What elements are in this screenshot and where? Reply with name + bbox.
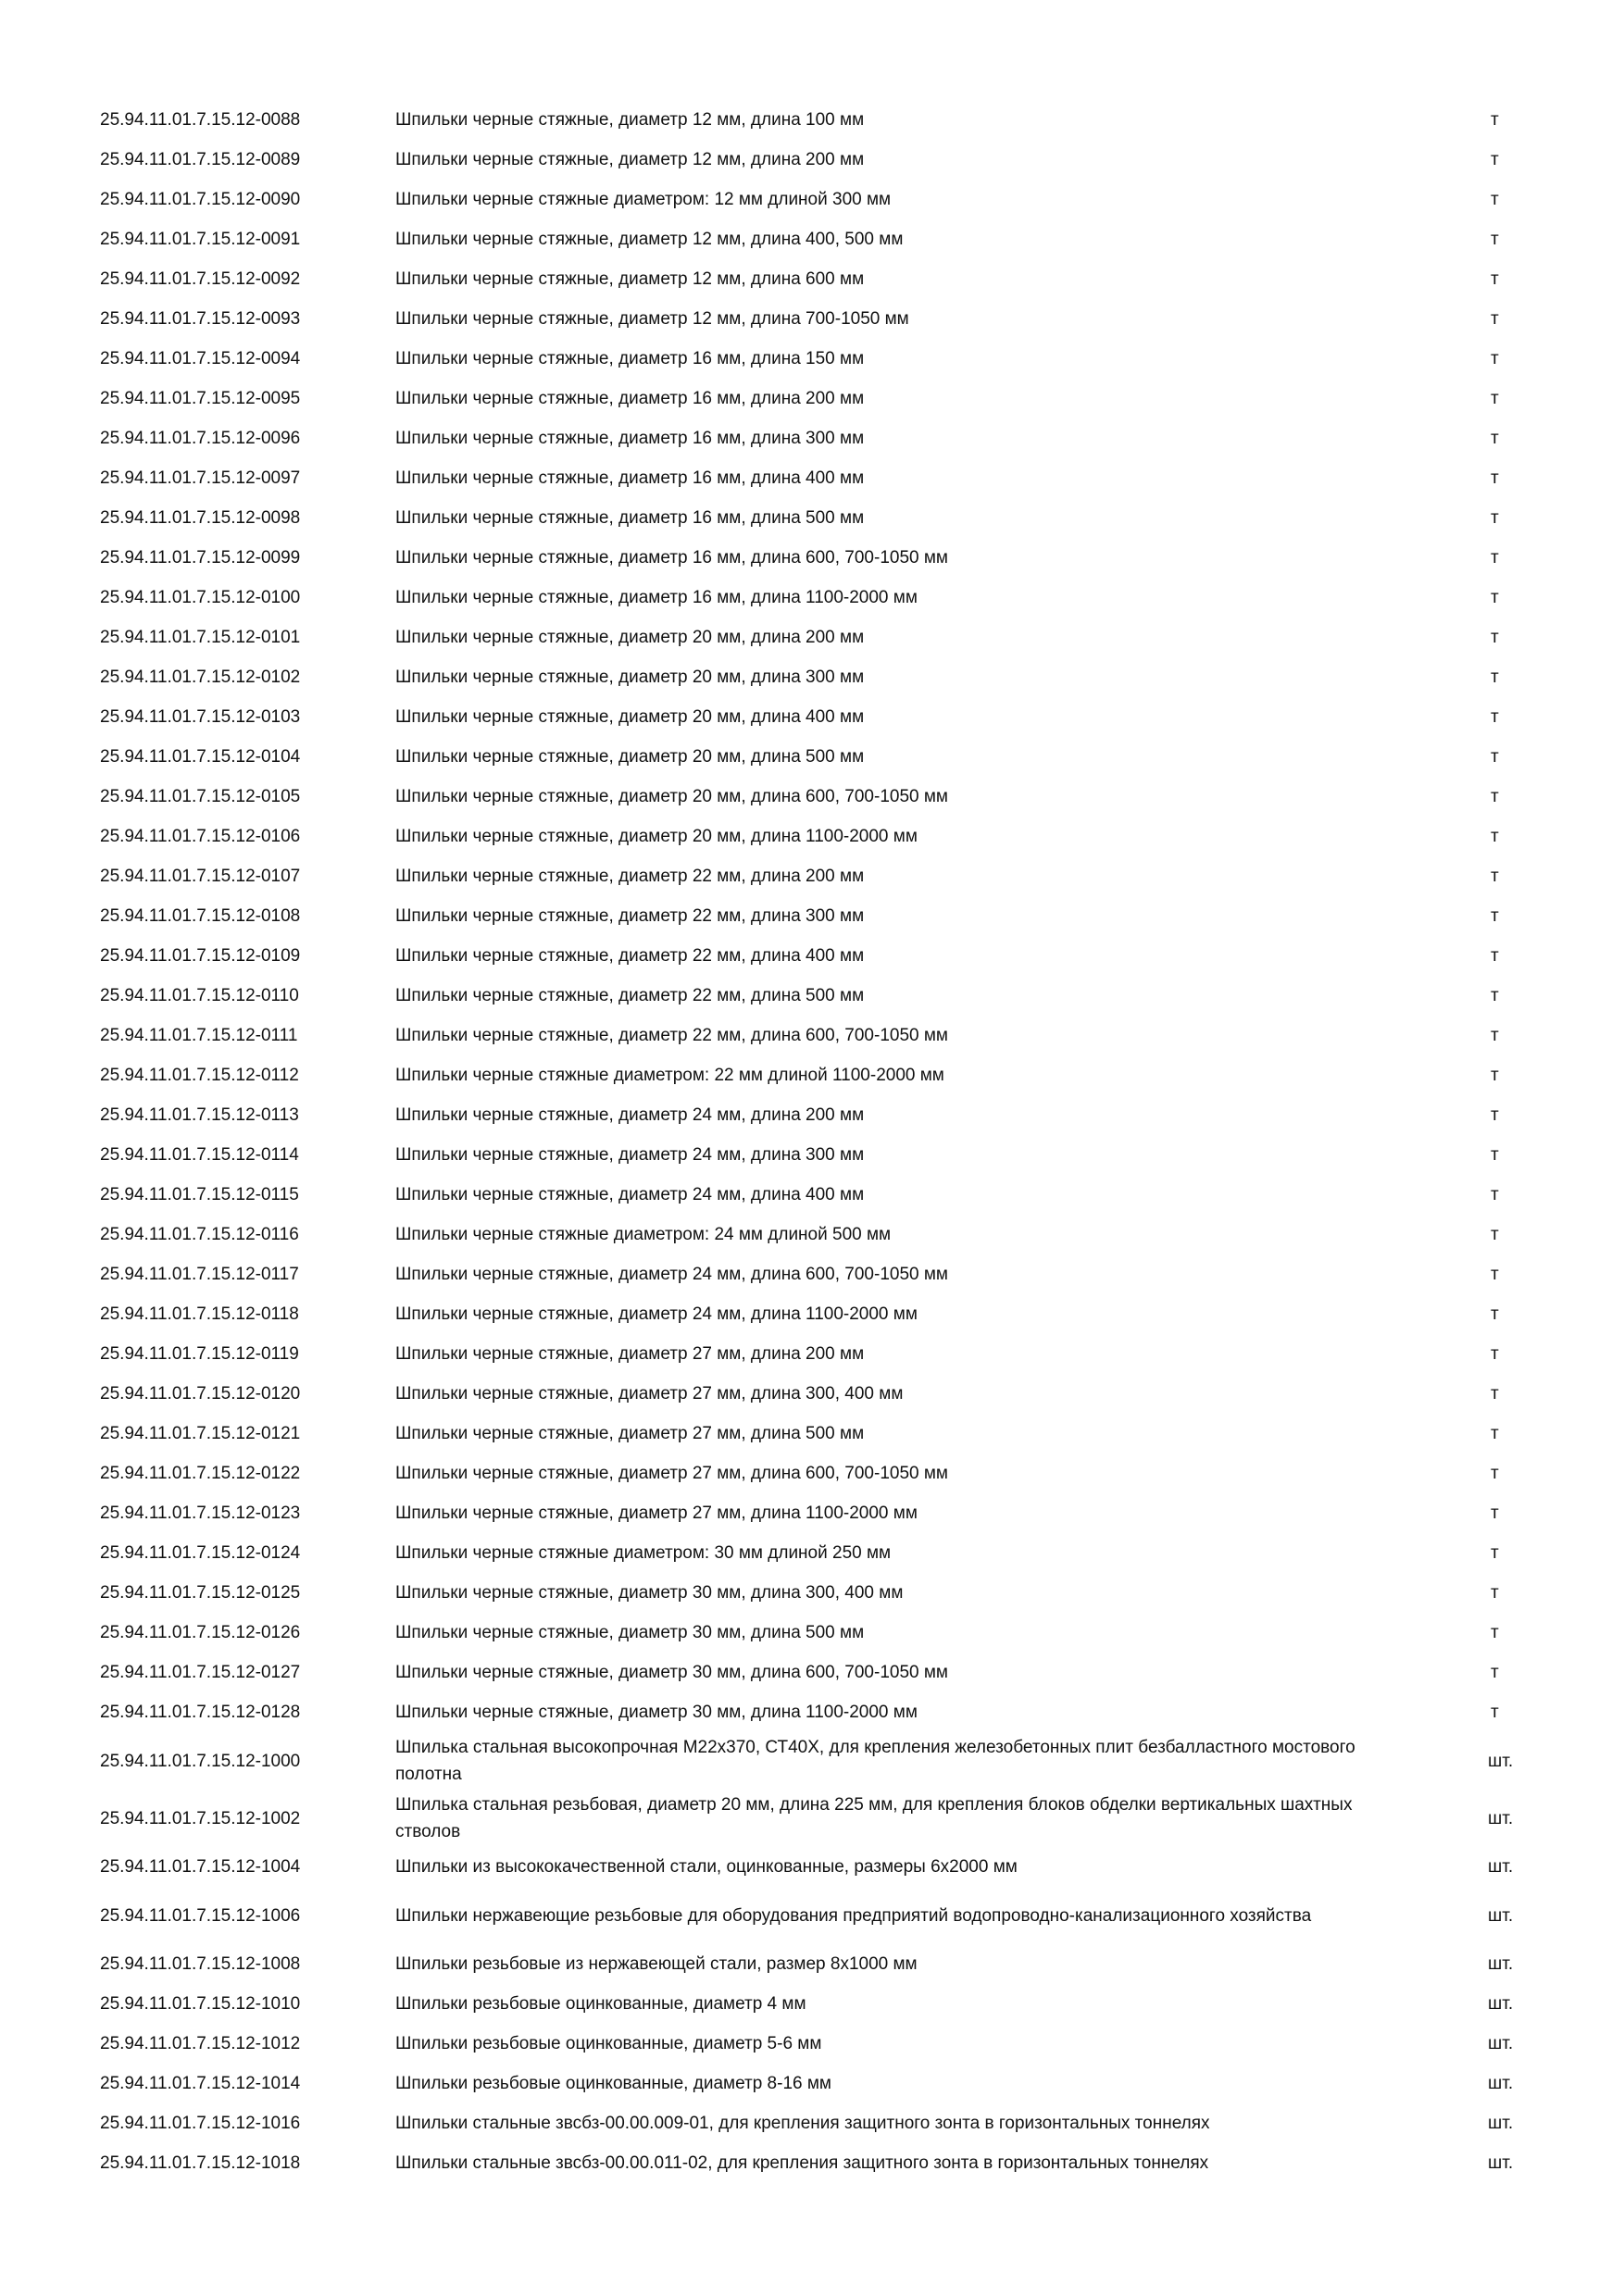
table-row: [0, 1533, 1624, 1573]
unit-of-measure: шт.: [1488, 2153, 1514, 2173]
unit-of-measure: т: [1491, 1105, 1499, 1125]
table-row: [0, 1573, 1624, 1613]
resource-name: Шпильки черные стяжные, диаметр 27 мм, длина 200 мм: [395, 1344, 865, 1364]
table-row: [0, 936, 1624, 976]
unit-of-measure: т: [1491, 867, 1499, 886]
table-row: [0, 339, 1624, 379]
table-row: [0, 538, 1624, 578]
resource-code: 25.94.11.01.7.15.12-0092: [100, 269, 301, 289]
resource-code: 25.94.11.01.7.15.12-1002: [100, 1808, 301, 1828]
resource-name: Шпильки черные стяжные диаметром: 12 мм длиной 300 мм: [395, 190, 892, 209]
resource-name: Шпильки черные стяжные диаметром: 30 мм длиной 250 мм: [395, 1543, 892, 1563]
resource-name: Шпильки черные стяжные, диаметр 12 мм, длина 600 мм: [395, 269, 865, 289]
resource-name: Шпильки черные стяжные, диаметр 22 мм, длина 200 мм: [395, 867, 865, 886]
table-row: [0, 896, 1624, 936]
table-row: [0, 1414, 1624, 1454]
resource-name: Шпильки черные стяжные, диаметр 16 мм, длина 200 мм: [395, 389, 865, 408]
table-row: [0, 1613, 1624, 1653]
unit-of-measure: шт.: [1488, 2114, 1514, 2133]
table-row: [0, 1334, 1624, 1374]
resource-code: 25.94.11.01.7.15.12-0089: [100, 150, 301, 169]
resource-name: Шпильки черные стяжные, диаметр 27 мм, длина 1100-2000 мм: [395, 1504, 918, 1523]
unit-of-measure: т: [1491, 309, 1499, 329]
table-row: [0, 1175, 1624, 1215]
resource-code: 25.94.11.01.7.15.12-0091: [100, 230, 301, 249]
resource-code: 25.94.11.01.7.15.12-1014: [100, 2074, 301, 2093]
table-row: [0, 219, 1624, 259]
resource-code: 25.94.11.01.7.15.12-0118: [100, 1304, 299, 1324]
resource-code: 25.94.11.01.7.15.12-0096: [100, 429, 301, 448]
table-row: [0, 1944, 1624, 1984]
unit-of-measure: т: [1491, 628, 1499, 647]
table-row: [0, 498, 1624, 538]
resource-name: Шпильки черные стяжные, диаметр 30 мм, длина 500 мм: [395, 1623, 865, 1642]
table-row: [0, 578, 1624, 618]
table-row: [0, 259, 1624, 299]
resource-name: Шпильки черные стяжные, диаметр 22 мм, длина 500 мм: [395, 986, 865, 1005]
resource-name: Шпильки черные стяжные, диаметр 30 мм, длина 300, 400 мм: [395, 1583, 904, 1603]
resource-code: 25.94.11.01.7.15.12-0116: [100, 1225, 299, 1244]
unit-of-measure: т: [1491, 548, 1499, 568]
table-row: [0, 140, 1624, 180]
resource-code: 25.94.11.01.7.15.12-0108: [100, 906, 301, 926]
resource-code: 25.94.11.01.7.15.12-0094: [100, 349, 301, 368]
table-row: [0, 2064, 1624, 2103]
unit-of-measure: т: [1491, 429, 1499, 448]
unit-of-measure: т: [1491, 747, 1499, 767]
resource-code: 25.94.11.01.7.15.12-0120: [100, 1384, 301, 1404]
resource-name: Шпильки черные стяжные, диаметр 24 мм, длина 400 мм: [395, 1185, 865, 1204]
table-row: [0, 1887, 1624, 1944]
resource-code: 25.94.11.01.7.15.12-0128: [100, 1703, 301, 1722]
resource-code: 25.94.11.01.7.15.12-0090: [100, 190, 301, 209]
table-row: [0, 2103, 1624, 2143]
resource-code: 25.94.11.01.7.15.12-0102: [100, 668, 301, 687]
unit-of-measure: т: [1491, 1225, 1499, 1244]
unit-of-measure: т: [1491, 1663, 1499, 1682]
resource-name: Шпильки резьбовые из нержавеющей стали, размер 8х1000 мм: [395, 1954, 918, 1974]
unit-of-measure: т: [1491, 1424, 1499, 1443]
unit-of-measure: шт.: [1488, 1857, 1514, 1877]
unit-of-measure: т: [1491, 1583, 1499, 1603]
table-row: [0, 1095, 1624, 1135]
resource-code: 25.94.11.01.7.15.12-0125: [100, 1583, 301, 1603]
resource-name: Шпильки черные стяжные, диаметр 20 мм, длина 500 мм: [395, 747, 865, 767]
resource-code: 25.94.11.01.7.15.12-0126: [100, 1623, 301, 1642]
resource-code: 25.94.11.01.7.15.12-1018: [100, 2153, 301, 2173]
table-row: [0, 418, 1624, 458]
resource-name: Шпильки стальные звсбз-00.00.011-02, для крепления защитного зонта в горизонтальных тоннелях: [395, 2153, 1209, 2173]
unit-of-measure: шт.: [1488, 1994, 1514, 2014]
table-row: [0, 299, 1624, 339]
resource-name: Шпильки черные стяжные, диаметр 20 мм, длина 200 мм: [395, 628, 865, 647]
resource-code: 25.94.11.01.7.15.12-0104: [100, 747, 301, 767]
unit-of-measure: т: [1491, 1265, 1499, 1284]
resource-code: 25.94.11.01.7.15.12-0105: [100, 787, 301, 806]
resource-name: Шпильки черные стяжные, диаметр 20 мм, длина 1100-2000 мм: [395, 827, 918, 846]
resource-name: Шпилька стальная высокопрочная М22х370, СТ40Х, для крепления железобетонных плит безбалластного мостового полотна: [395, 1738, 1355, 1784]
unit-of-measure: т: [1491, 1304, 1499, 1324]
unit-of-measure: шт.: [1488, 1751, 1514, 1771]
resource-name: Шпильки черные стяжные, диаметр 12 мм, длина 100 мм: [395, 110, 865, 130]
resource-name: Шпильки резьбовые оцинкованные, диаметр 8-16 мм: [395, 2074, 831, 2093]
table-row: [0, 1790, 1624, 1847]
resource-code: 25.94.11.01.7.15.12-0113: [100, 1105, 299, 1125]
table-row: [0, 697, 1624, 737]
resource-code: 25.94.11.01.7.15.12-0099: [100, 548, 301, 568]
resource-name: Шпильки черные стяжные, диаметр 24 мм, длина 300 мм: [395, 1145, 865, 1165]
unit-of-measure: т: [1491, 827, 1499, 846]
resource-code: 25.94.11.01.7.15.12-0124: [100, 1543, 301, 1563]
resource-code: 25.94.11.01.7.15.12-1000: [100, 1751, 301, 1771]
unit-of-measure: шт.: [1488, 2034, 1514, 2053]
table-row: [0, 976, 1624, 1016]
unit-of-measure: т: [1491, 1543, 1499, 1563]
table-row: [0, 1984, 1624, 2024]
unit-of-measure: шт.: [1488, 1905, 1514, 1926]
table-row: [0, 1374, 1624, 1414]
unit-of-measure: т: [1491, 349, 1499, 368]
resource-code: 25.94.11.01.7.15.12-1006: [100, 1905, 301, 1926]
unit-of-measure: шт.: [1488, 1808, 1514, 1828]
table-row: [0, 1016, 1624, 1055]
unit-of-measure: т: [1491, 986, 1499, 1005]
unit-of-measure: т: [1491, 1504, 1499, 1523]
unit-of-measure: т: [1491, 1464, 1499, 1483]
unit-of-measure: т: [1491, 269, 1499, 289]
resource-name: Шпильки черные стяжные диаметром: 22 мм длиной 1100-2000 мм: [395, 1066, 944, 1085]
table-row: [0, 618, 1624, 657]
resource-name: Шпильки черные стяжные, диаметр 20 мм, длина 400 мм: [395, 707, 865, 727]
document-page: [0, 100, 1624, 2183]
resource-name: Шпильки из высококачественной стали, оцинкованные, размеры 6х2000 мм: [395, 1857, 1018, 1877]
table-row: [0, 100, 1624, 140]
unit-of-measure: т: [1491, 906, 1499, 926]
unit-of-measure: т: [1491, 1703, 1499, 1722]
table-row: [0, 2024, 1624, 2064]
resource-name: Шпильки черные стяжные, диаметр 22 мм, длина 300 мм: [395, 906, 865, 926]
resource-code: 25.94.11.01.7.15.12-1012: [100, 2034, 301, 2053]
resource-name: Шпильки черные стяжные, диаметр 12 мм, длина 200 мм: [395, 150, 865, 169]
table-row: [0, 1055, 1624, 1095]
unit-of-measure: т: [1491, 150, 1499, 169]
resource-name: Шпилька стальная резьбовая, диаметр 20 мм, длина 225 мм, для крепления блоков обделки вертикальных шахтных стволов: [395, 1795, 1353, 1841]
resource-code: 25.94.11.01.7.15.12-0114: [100, 1145, 299, 1165]
resource-name: Шпильки черные стяжные, диаметр 22 мм, длина 600, 700-1050 мм: [395, 1026, 948, 1045]
resource-name: Шпильки черные стяжные, диаметр 16 мм, длина 500 мм: [395, 508, 865, 528]
resource-code: 25.94.11.01.7.15.12-0117: [100, 1265, 299, 1284]
unit-of-measure: т: [1491, 1026, 1499, 1045]
resource-code: 25.94.11.01.7.15.12-0098: [100, 508, 301, 528]
unit-of-measure: т: [1491, 668, 1499, 687]
table-row: [0, 1454, 1624, 1493]
resource-name: Шпильки черные стяжные, диаметр 27 мм, длина 300, 400 мм: [395, 1384, 904, 1404]
resource-name: Шпильки черные стяжные, диаметр 12 мм, длина 700-1050 мм: [395, 309, 909, 329]
resource-name: Шпильки черные стяжные, диаметр 20 мм, длина 300 мм: [395, 668, 865, 687]
resource-code: 25.94.11.01.7.15.12-0088: [100, 110, 301, 130]
resource-code: 25.94.11.01.7.15.12-0095: [100, 389, 301, 408]
resource-code: 25.94.11.01.7.15.12-1016: [100, 2114, 301, 2133]
unit-of-measure: т: [1491, 1145, 1499, 1165]
resource-code: 25.94.11.01.7.15.12-0106: [100, 827, 301, 846]
table-row: [0, 1294, 1624, 1334]
resource-name: Шпильки черные стяжные, диаметр 30 мм, длина 600, 700-1050 мм: [395, 1663, 948, 1682]
resource-code: 25.94.11.01.7.15.12-0110: [100, 986, 299, 1005]
resource-code: 25.94.11.01.7.15.12-0112: [100, 1066, 299, 1085]
table-row: [0, 180, 1624, 219]
resource-code: 25.94.11.01.7.15.12-1010: [100, 1994, 301, 2014]
resource-name: Шпильки нержавеющие резьбовые для оборудования предприятий водопроводно-канализационного хозяйства: [395, 1905, 1312, 1926]
resource-name: Шпильки черные стяжные, диаметр 16 мм, длина 600, 700-1050 мм: [395, 548, 948, 568]
unit-of-measure: шт.: [1488, 2074, 1514, 2093]
unit-of-measure: т: [1491, 1344, 1499, 1364]
table-row: [0, 2143, 1624, 2183]
unit-of-measure: т: [1491, 230, 1499, 249]
unit-of-measure: т: [1491, 787, 1499, 806]
table-row: [0, 1254, 1624, 1294]
resource-name: Шпильки черные стяжные, диаметр 24 мм, длина 1100-2000 мм: [395, 1304, 918, 1324]
resource-code: 25.94.11.01.7.15.12-0107: [100, 867, 301, 886]
table-row: [0, 856, 1624, 896]
unit-of-measure: т: [1491, 110, 1499, 130]
resource-code: 25.94.11.01.7.15.12-0109: [100, 946, 301, 966]
resource-name: Шпильки черные стяжные, диаметр 24 мм, длина 200 мм: [395, 1105, 865, 1125]
resource-code: 25.94.11.01.7.15.12-0121: [100, 1424, 301, 1443]
unit-of-measure: т: [1491, 1623, 1499, 1642]
resource-name: Шпильки черные стяжные, диаметр 16 мм, длина 300 мм: [395, 429, 865, 448]
resource-code: 25.94.11.01.7.15.12-0093: [100, 309, 301, 329]
resource-name: Шпильки черные стяжные, диаметр 20 мм, длина 600, 700-1050 мм: [395, 787, 948, 806]
resource-name: Шпильки резьбовые оцинкованные, диаметр 4 мм: [395, 1994, 806, 2014]
unit-of-measure: т: [1491, 190, 1499, 209]
unit-of-measure: т: [1491, 1384, 1499, 1404]
resource-code: 25.94.11.01.7.15.12-0119: [100, 1344, 299, 1364]
resource-code: 25.94.11.01.7.15.12-1004: [100, 1857, 301, 1877]
table-row: [0, 1732, 1624, 1790]
table-row: [0, 458, 1624, 498]
unit-of-measure: шт.: [1488, 1954, 1514, 1974]
resource-code: 25.94.11.01.7.15.12-0127: [100, 1663, 301, 1682]
table-row: [0, 1215, 1624, 1254]
table-row: [0, 1847, 1624, 1887]
unit-of-measure: т: [1491, 588, 1499, 607]
resource-code: 25.94.11.01.7.15.12-0123: [100, 1504, 301, 1523]
table-row: [0, 379, 1624, 418]
resource-name: Шпильки резьбовые оцинкованные, диаметр 5-6 мм: [395, 2034, 822, 2053]
resource-name: Шпильки черные стяжные, диаметр 24 мм, длина 600, 700-1050 мм: [395, 1265, 948, 1284]
resource-name: Шпильки черные стяжные диаметром: 24 мм длиной 500 мм: [395, 1225, 892, 1244]
unit-of-measure: т: [1491, 946, 1499, 966]
table-row: [0, 777, 1624, 817]
resource-name: Шпильки черные стяжные, диаметр 12 мм, длина 400, 500 мм: [395, 230, 904, 249]
unit-of-measure: т: [1491, 1066, 1499, 1085]
resource-code: 25.94.11.01.7.15.12-0100: [100, 588, 301, 607]
resource-name: Шпильки черные стяжные, диаметр 27 мм, длина 500 мм: [395, 1424, 865, 1443]
unit-of-measure: т: [1491, 707, 1499, 727]
resource-code: 25.94.11.01.7.15.12-0115: [100, 1185, 299, 1204]
resource-name: Шпильки черные стяжные, диаметр 22 мм, длина 400 мм: [395, 946, 865, 966]
table-row: [0, 737, 1624, 777]
resource-name: Шпильки черные стяжные, диаметр 16 мм, длина 400 мм: [395, 468, 865, 488]
table-row: [0, 1692, 1624, 1732]
resource-name: Шпильки черные стяжные, диаметр 30 мм, длина 1100-2000 мм: [395, 1703, 918, 1722]
resource-code: 25.94.11.01.7.15.12-0122: [100, 1464, 301, 1483]
resource-code: 25.94.11.01.7.15.12-0101: [100, 628, 301, 647]
table-row: [0, 657, 1624, 697]
table-row: [0, 1135, 1624, 1175]
unit-of-measure: т: [1491, 468, 1499, 488]
resource-name: Шпильки черные стяжные, диаметр 16 мм, длина 150 мм: [395, 349, 865, 368]
table-row: [0, 1493, 1624, 1533]
resource-code: 25.94.11.01.7.15.12-0097: [100, 468, 301, 488]
resource-code: 25.94.11.01.7.15.12-0111: [100, 1026, 298, 1045]
unit-of-measure: т: [1491, 1185, 1499, 1204]
resource-code: 25.94.11.01.7.15.12-0103: [100, 707, 301, 727]
table-row: [0, 1653, 1624, 1692]
resource-name: Шпильки черные стяжные, диаметр 16 мм, длина 1100-2000 мм: [395, 588, 918, 607]
unit-of-measure: т: [1491, 508, 1499, 528]
resource-code: 25.94.11.01.7.15.12-1008: [100, 1954, 301, 1974]
unit-of-measure: т: [1491, 389, 1499, 408]
table-row: [0, 817, 1624, 856]
resource-name: Шпильки черные стяжные, диаметр 27 мм, длина 600, 700-1050 мм: [395, 1464, 948, 1483]
resource-name: Шпильки стальные звсбз-00.00.009-01, для крепления защитного зонта в горизонтальных тоннелях: [395, 2114, 1210, 2133]
